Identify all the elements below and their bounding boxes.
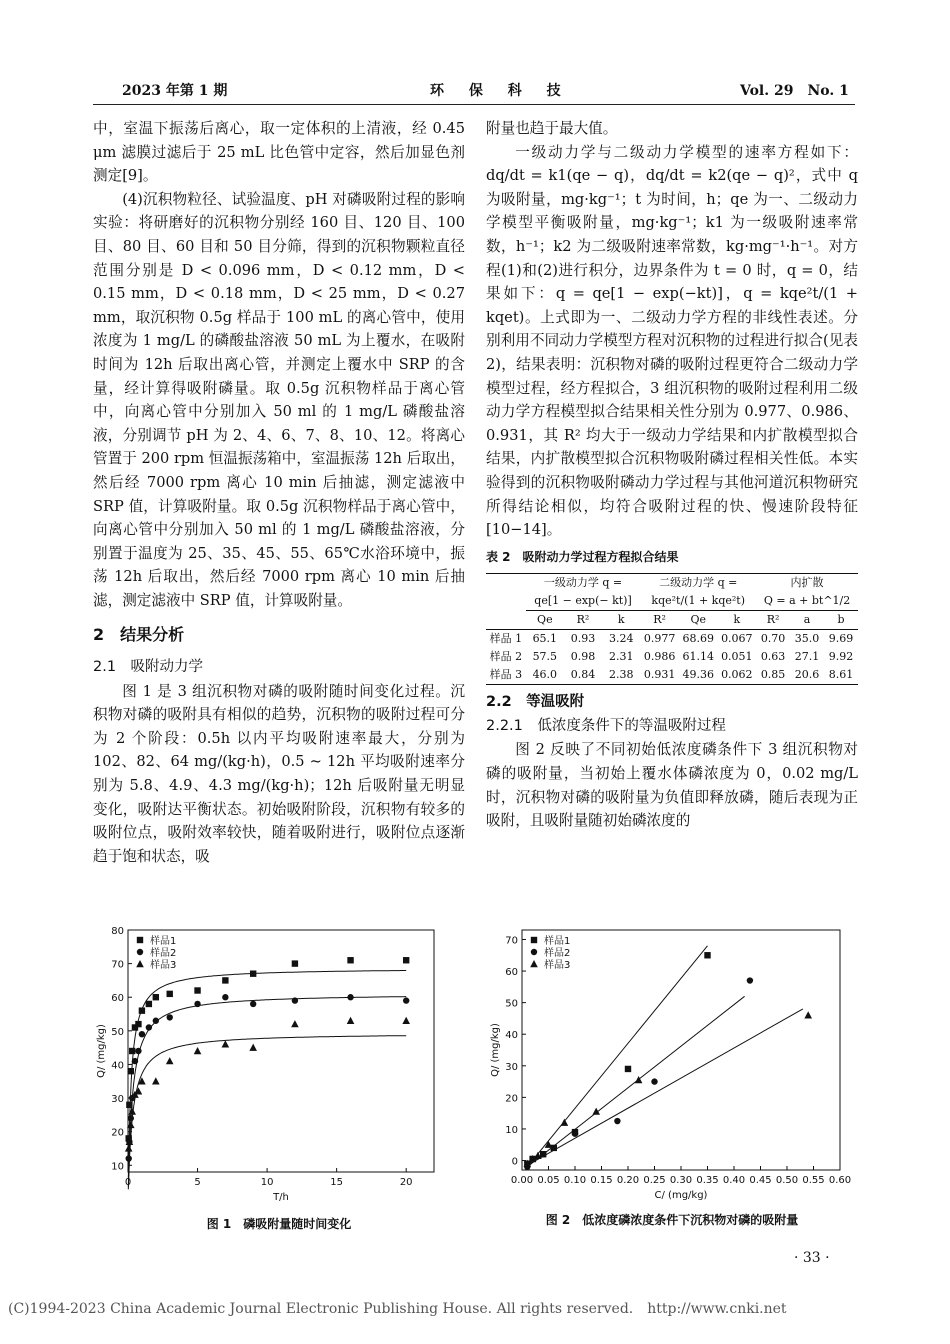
table-cell: 0.931 [643,668,676,682]
data-point-样品2 [222,994,228,1000]
data-point-样品2 [128,1115,134,1121]
data-point-样品1 [167,991,173,997]
copyright-footer: (C)1994-2023 China Academic Journal Electronic Publishing House. All rights reserved. http://www.cnki.net [8,1301,787,1317]
figure-2-caption: 图 2 低浓度磷浓度条件下沉积物对磷的吸附量 [545,1213,799,1227]
data-point-样品1 [704,952,710,958]
y-tick-label: 0 [511,1156,518,1168]
table-subheader: Qe [537,613,553,627]
y-tick-label: 10 [505,1124,518,1136]
left-column [93,117,465,868]
data-point-样品1 [250,970,256,976]
data-point-样品2 [614,1118,620,1124]
table-formula: kqe²t/(1 + kqe²t) [640,592,756,611]
y-axis-label: Q/ (mg/kg) [490,1023,501,1077]
data-point-样品2 [747,977,753,983]
x-tick-label: 0.45 [749,1175,772,1186]
data-point-样品2 [139,1031,145,1037]
table-cell: 49.36 [682,668,714,682]
y-tick-label: 50 [111,1026,124,1038]
x-tick-label: 0 [124,1177,132,1188]
header-rule [93,104,855,105]
table-cell: 0.986 [643,650,676,664]
legend-marker-样品1 [137,937,143,943]
table-cell: 35.0 [794,632,820,646]
right-column [486,117,858,833]
x-axis-label: C/ (mg/kg) [654,1190,708,1201]
table-cell: 0.067 [721,632,753,646]
fit-line-样品1 [128,971,406,1180]
table-cell: 0.98 [570,650,596,664]
table-subheader: a [803,613,811,627]
kinetics-fit-table [486,573,858,685]
subsection-heading: 2.2 等温吸附 [486,694,585,711]
y-tick-label: 30 [505,1061,518,1073]
table-corner [486,574,526,630]
section-heading: 2 结果分析 [93,625,185,645]
subsection-heading: 2.2.1 低浓度条件下的等温吸附过程 [486,717,726,734]
data-point-样品1 [129,1048,135,1054]
data-point-样品3 [222,1040,230,1047]
table-subheader: R² [766,613,780,627]
table-group-header: 二级动力学 q = [659,576,738,590]
y-tick-label: 30 [111,1094,124,1106]
y-tick-label: 50 [505,998,518,1010]
table-cell: 0.84 [570,668,596,682]
x-tick-label: 0.30 [669,1175,693,1186]
page-number: · 33 · [794,1250,830,1266]
table-cell: 9.69 [828,632,854,646]
data-point-样品3 [561,1119,569,1126]
running-header-center: 环 保 科 技 [430,83,571,99]
table-row-label: 样品 3 [489,668,523,682]
data-point-样品1 [153,994,159,1000]
x-tick-label: 20 [399,1177,413,1188]
table-group-header: 内扩散 [790,576,824,590]
legend-marker-样品3 [530,960,538,967]
paragraph: 中，室温下振荡后离心，取一定体积的上清液，经 0.45 μm 滤膜过滤后于 25 mL 比色管中定容，然后加显色剂测定[9]。 [93,120,465,185]
table-cell: 20.6 [794,668,820,682]
table-cell: 0.85 [760,668,786,682]
data-point-样品3 [347,1017,355,1024]
table-caption: 表 2 吸附动力学过程方程拟合结果 [486,549,679,564]
x-tick-label: 0.55 [802,1175,825,1186]
figure-1-caption: 图 1 磷吸附量随时间变化 [206,1217,352,1231]
table-subheader: k [617,613,625,627]
legend-marker-样品2 [531,949,537,955]
table-cell: 8.61 [828,668,854,682]
y-axis-label: Q/ (mg/kg) [96,1024,107,1078]
table-cell: 0.977 [643,632,676,646]
data-point-样品2 [651,1078,657,1084]
data-point-样品1 [222,977,228,983]
table-cell: 0.70 [760,632,786,646]
table-cell: 0.63 [760,650,786,664]
data-point-样品1 [146,1001,152,1007]
figure-2-isotherm-chart [488,920,858,1210]
legend-label: 样品1 [150,936,177,947]
paragraph: 附量也趋于最大值。 [486,120,618,137]
y-tick-label: 20 [111,1127,124,1139]
data-point-样品1 [292,960,298,966]
y-tick-label: 40 [111,1060,124,1072]
legend-label: 样品2 [544,948,571,959]
x-tick-label: 0.25 [643,1175,666,1186]
paragraph: 图 1 是 3 组沉积物对磷的吸附随时间变化过程。沉积物对磷的吸附具有相似的趋势，沉积物的吸附过程可分为 2 个阶段：0.5h 以内平均吸附速率最大，分别为 102、82、64 mg/(kg·h)，0.5 ~ 12h 平均吸附速率分别为 5.8、4.9、4.3 mg/(kg·h)；12h 后吸附量无明显变化，吸附达平衡状态。初始吸附阶段，沉积物有较多的吸附位点，吸附效率较快，随着吸附进行，吸附位点逐渐趋于饱和状态，吸 [93,682,465,865]
fit-line-样品3 [527,1009,803,1165]
paragraph: 一级动力学与二级动力学模型的速率方程如下：dq/dt = k1(qe − q)，dq/dt = k2(qe − q)²，式中 q 为吸附量，mg·kg⁻¹；t 为时间，h；qe 为一、二级动力学模型平衡吸附量，mg·kg⁻¹；k1 为一级吸附速率常数，h⁻¹；k2 为二级吸附速率常数，kg·mg⁻¹·h⁻¹。对方程(1)和(2)进行积分，边界条件为 t = 0 时，q = 0，结果如下：q = qe[1 − exp(−kt)]，q = kqe²t/(1 + kqet)。上式即为一、二级动力学方程的非线性表述。分别利用不同动力学模型方程对沉积物的过程进行拟合(见表 2)，结果表明：沉积物对磷的吸附过程更符合二级动力学模型过程，经方程拟合，3 组沉积物的吸附过程利用二级动力学方程模型拟合结果相关性分别为 0.977、0.986、0.931，其 R² 均大于一级动力学结果和内扩散模型拟合结果，内扩散模型拟合沉积物吸附磷过程相关性低。本实验得到的沉积物吸附磷动力学过程与其他河道沉积物研究所得结论相似，均符合吸附过程的快、慢速阶段特征[10−14]。 [486,143,858,539]
table-cell: 9.92 [828,650,854,664]
legend-label: 样品3 [544,960,571,971]
table-cell: 46.0 [532,668,558,682]
table-cell: 2.31 [608,650,634,664]
data-point-样品2 [540,1151,546,1157]
x-tick-label: 0.50 [775,1175,799,1186]
legend-marker-样品3 [136,960,144,967]
data-point-样品3 [166,1057,174,1064]
data-point-样品1 [139,1007,145,1013]
data-point-样品3 [249,1044,257,1051]
legend-label: 样品2 [150,948,177,959]
data-point-样品2 [194,1001,200,1007]
data-point-样品3 [194,1047,202,1054]
table-cell: 0.062 [721,668,753,682]
data-point-样品2 [292,997,298,1003]
data-point-样品1 [625,1066,631,1072]
x-tick-label: 0.35 [696,1175,719,1186]
data-point-样品3 [402,1017,410,1024]
data-point-样品3 [125,1144,133,1151]
table-row-label: 样品 2 [489,650,523,664]
fit-line-样品2 [128,997,406,1187]
data-point-样品2 [403,997,409,1003]
data-point-样品2 [125,1155,131,1161]
data-point-样品1 [403,957,409,963]
table-cell: 27.1 [794,650,820,664]
table-cell: 61.14 [682,650,714,664]
x-tick-label: 0.60 [828,1175,852,1186]
data-point-样品3 [291,1020,299,1027]
y-tick-label: 70 [505,935,518,947]
data-point-样品2 [250,1001,256,1007]
y-tick-label: 20 [505,1093,518,1105]
legend-label: 样品1 [544,936,571,947]
data-point-样品3 [804,1011,812,1018]
table-cell: 3.24 [608,632,634,646]
data-point-样品1 [135,1021,141,1027]
fit-line-样品1 [527,946,707,1167]
table-cell: 57.5 [532,650,558,664]
legend-label: 样品3 [150,960,177,971]
running-header-left: 2023 年第 1 期 [122,83,228,99]
y-tick-label: 40 [505,1030,518,1042]
x-tick-label: 0.00 [510,1175,534,1186]
x-tick-label: 0.20 [616,1175,640,1186]
table-cell: 2.38 [608,668,634,682]
data-point-样品2 [572,1130,578,1136]
paragraph: (4)沉积物粒径、试验温度、pH 对磷吸附过程的影响实验：将研磨好的沉积物分别经 160 目、120 目、100 目、80 目、60 目和 50 目分筛，得到的沉积物颗粒直径范围分别是 D < 0.096 mm，D < 0.12 mm，D < 0.15 mm，D < 0.18 mm，D < 25 mm，D < 0.27 mm，取沉积物 0.5g 样品于 100 mL 的离心管中，使用浓度为 1 mg/L 的磷酸盐溶液 50 mL 为上覆水，在吸附时间为 12h 后取出离心管，并测定上覆水中 SRP 的含量，经计算得吸附磷量。取 0.5g 沉积物样品于离心管中，向离心管中分别加入 50 ml 的 1 mg/L 磷酸盐溶液，分别调节 pH 为 2、4、6、7、8、10、12。将离心管置于 200 rpm 恒温振荡箱中，室温振荡 12h 后取出，然后经 7000 rpm 离心 10 min 后抽滤，测定滤液中 SRP 值，计算吸附量。取 0.5g 沉积物样品于离心管中，向离心管中分别加入 50 ml 的 1 mg/L 磷酸盐溶液，分别置于温度为 25、35、45、55、65℃水浴环境中，振荡 12h 后取出，然后经 7000 rpm 离心 10 min 后抽滤，测定滤液中 SRP 值，计算吸附量。 [93,190,465,609]
table-subheader: k [733,613,741,627]
subsection-heading: 2.1 吸附动力学 [93,659,204,676]
table-subheader: R² [653,613,666,627]
data-point-样品3 [135,1087,143,1094]
x-tick-label: 10 [260,1177,274,1188]
x-tick-label: 15 [330,1177,344,1188]
table-cell: 0.93 [570,632,596,646]
data-point-样品3 [152,1077,160,1084]
table-cell: 65.1 [532,632,558,646]
y-tick-label: 80 [111,926,124,937]
data-point-样品2 [132,1058,138,1064]
data-point-样品2 [146,1024,152,1030]
data-point-样品1 [128,1068,134,1074]
y-tick-label: 70 [111,959,124,971]
table-subheader: R² [576,613,590,627]
y-tick-label: 10 [111,1161,124,1173]
x-tick-label: 0.10 [563,1175,587,1186]
data-point-样品2 [167,1014,173,1020]
table-cell: 0.051 [721,650,753,664]
x-tick-label: 0.05 [537,1175,560,1186]
x-tick-label: 0.15 [590,1175,613,1186]
table-row-label: 样品 1 [489,632,523,646]
y-tick-label: 60 [111,993,124,1005]
table-formula: Q = a + bt^1/2 [756,592,858,611]
x-axis-label: T/h [273,1192,289,1203]
figure-1-kinetics-chart [95,920,445,1210]
legend-marker-样品2 [137,949,143,955]
data-point-样品2 [135,1048,141,1054]
x-tick-label: 0.40 [722,1175,746,1186]
data-point-样品1 [347,957,353,963]
table-group-header: 一级动力学 q = [543,576,623,590]
data-point-样品2 [153,1018,159,1024]
paragraph: 图 2 反映了不同初始低浓度磷条件下 3 组沉积物对磷的吸附量，当初始上覆水体磷浓度为 0，0.02 mg/L 时，沉积物对磷的吸附量为负值即释放磷，随后表现为正吸附，且吸附量随初始磷浓度的 [486,741,858,830]
x-tick-label: 5 [194,1177,201,1188]
y-tick-label: 60 [505,967,518,979]
table-subheader: Qe [690,613,706,627]
table-formula: qe[1 − exp(− kt)] [526,592,641,611]
data-point-样品2 [347,994,353,1000]
running-header-right: Vol. 29 No. 1 [740,83,849,99]
data-point-样品1 [126,1102,132,1108]
table-cell: 68.69 [682,632,714,646]
table-subheader: b [837,613,845,627]
legend-marker-样品1 [531,937,537,943]
data-point-样品1 [194,987,200,993]
